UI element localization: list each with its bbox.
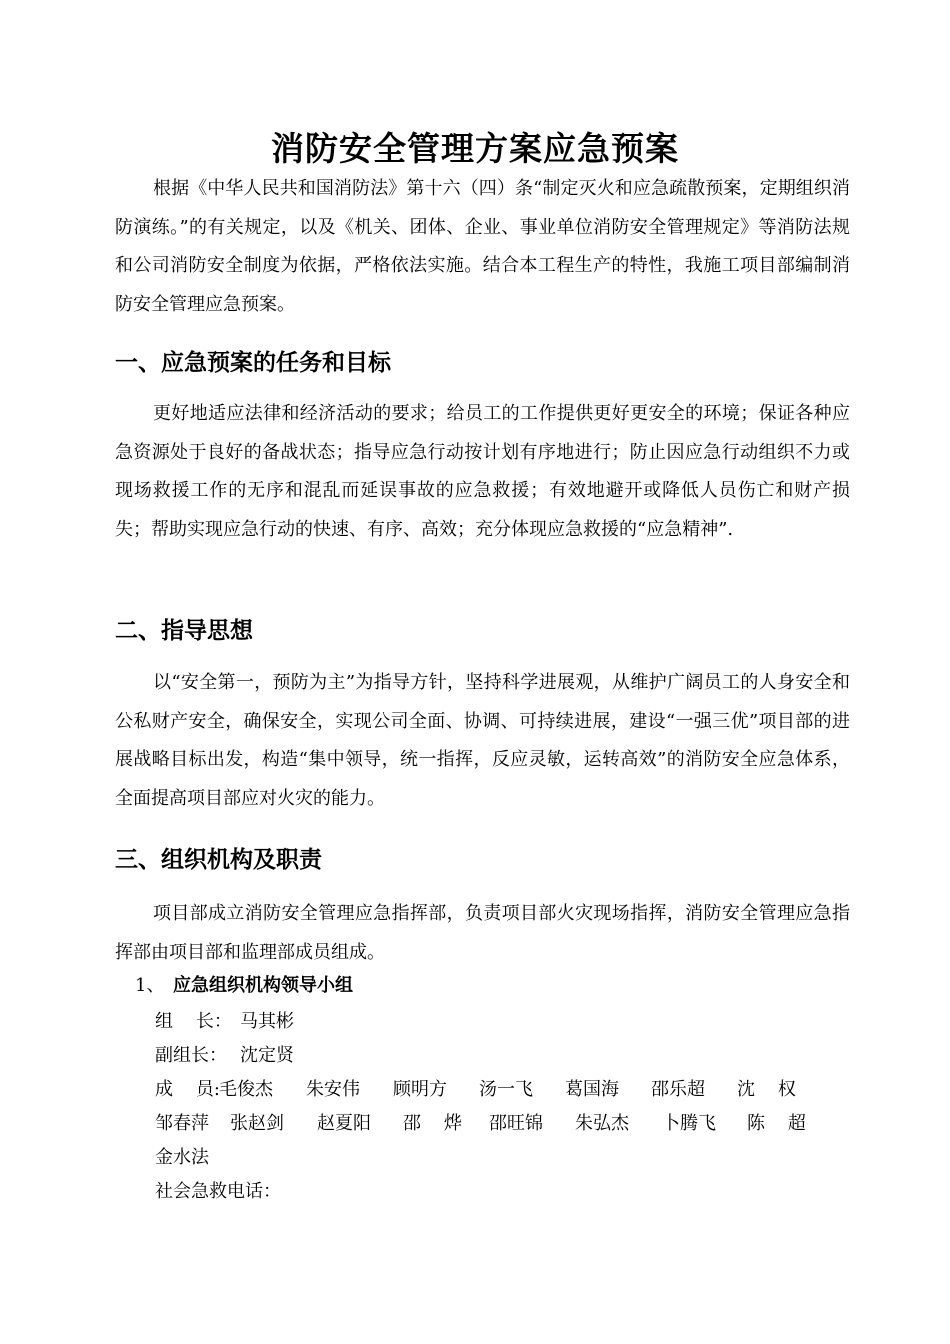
members-row-3 xyxy=(155,1143,455,1173)
leader-name: 马其彬 xyxy=(240,1011,294,1032)
emergency-phone-row xyxy=(155,1177,281,1207)
section-heading-org: 三、组织机构及职责 xyxy=(115,846,322,873)
org-subheading xyxy=(135,971,353,1001)
section-body-guiding: 以“安全第一，预防为主”为指导方针，坚持科学进展观，从维护广阔员工的人身安全和公私财产安全，确保安全，实现公司全面、协调、可持续进展，建设“一强三优”项目部的进展战略目标出发，构造“集中领导，统一指挥，反应灵敏，运转高效”的消防安全应急体系，全面提高项目部应对火灾的能力。 xyxy=(115,672,850,809)
member-name: 赵夏阳 xyxy=(317,1113,371,1134)
deputy-name: 沈定贤 xyxy=(240,1045,294,1066)
leader-label: 组 长： xyxy=(155,1011,232,1032)
member-name: 邵 烨 xyxy=(403,1113,462,1134)
member-name: 毛俊杰 xyxy=(219,1079,273,1100)
member-name: 卜腾飞 xyxy=(662,1113,716,1134)
member-name: 邹春萍 xyxy=(155,1113,209,1134)
org-item-title: 应急组织机构领导小组 xyxy=(173,975,353,996)
section-body-tasks: 更好地适应法律和经济活动的要求；给员工的工作提供更好更安全的环境；保证各种应急资源处于良好的备战状态；指导应急行动按计划有序地进行；防止因应急行动组织不力或现场救援工作的无序和混乱而延误事故的应急救援；有效地避开或降低人员伤亡和财产损失；帮助实现应急行动的快速、有序、高效；充分体现应急救援的“应急精神”. xyxy=(115,403,850,540)
document-title: 消防安全管理方案应急预案 xyxy=(271,129,679,168)
member-name: 张赵剑 xyxy=(230,1113,284,1134)
member-name: 金水法 xyxy=(155,1147,209,1168)
member-name: 汤一飞 xyxy=(479,1079,533,1100)
intro-paragraph: 根据《中华人民共和国消防法》第十六（四）条“制定灭火和应急疏散预案，定期组织消防演练。”的有关规定，以及《机关、团体、企业、事业单位消防安全管理规定》等消防法规和公司消防安全制度为依据，严格依法实施。结合本工程生产的特性，我施工项目部编制消防安全管理应急预案。 xyxy=(115,178,850,315)
member-name: 朱安伟 xyxy=(306,1079,360,1100)
org-item-number: 1、 xyxy=(135,975,165,996)
section-body-org: 项目部成立消防安全管理应急指挥部，负责项目部火灾现场指挥，消防安全管理应急指挥部由项目部和监理部成员组成。 xyxy=(115,903,850,963)
members-label: 成 员: xyxy=(155,1079,220,1100)
member-name: 朱弘杰 xyxy=(575,1113,629,1134)
member-name: 顾明方 xyxy=(393,1079,447,1100)
members-row-1 xyxy=(155,1075,855,1105)
member-name: 邵乐超 xyxy=(651,1079,705,1100)
leader-row xyxy=(155,1007,294,1037)
section-heading-guiding: 二、指导思想 xyxy=(115,617,253,644)
members-row-2 xyxy=(155,1109,855,1139)
member-name: 葛国海 xyxy=(565,1079,619,1100)
section-heading-tasks: 一、应急预案的任务和目标 xyxy=(115,349,391,376)
member-name: 邵旺锦 xyxy=(489,1113,543,1134)
emergency-phone-label: 社会急救电话： xyxy=(155,1181,281,1202)
deputy-label: 副组长： xyxy=(155,1045,227,1066)
deputy-row xyxy=(155,1041,294,1071)
member-name: 沈 权 xyxy=(737,1079,796,1100)
member-name: 陈 超 xyxy=(747,1113,806,1134)
